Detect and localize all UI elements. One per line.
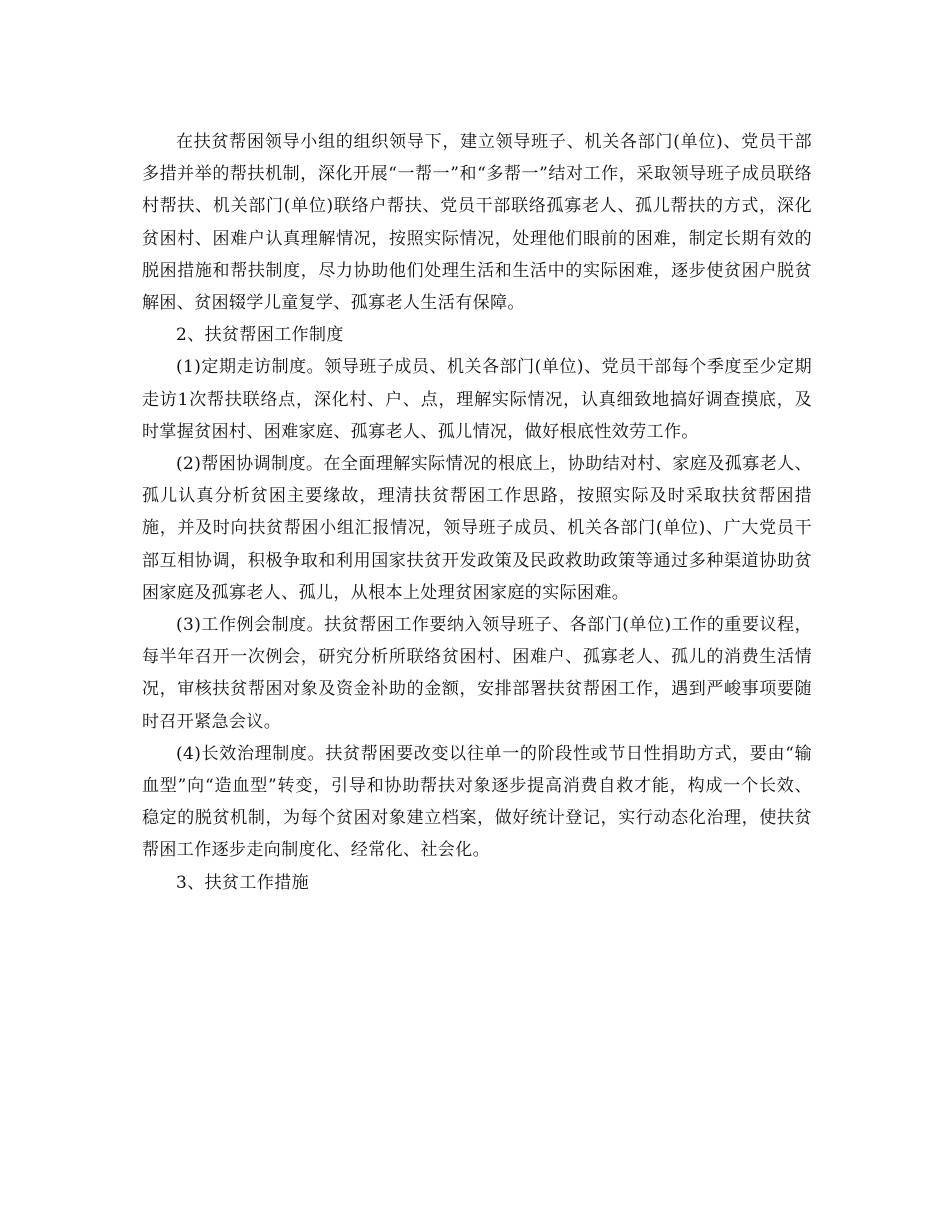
document-body: [142, 126, 812, 899]
paragraph-meeting-system: (3)工作例会制度。扶贫帮困工作要纳入领导班子、各部门(单位)工作的重要议程，每半年召开一次例会，研究分析所联络贫困村、困难户、孤寡老人、孤儿的消费生活情况，审核扶贫帮困对象及资金补助的金额，安排部署扶贫帮困工作，遇到严峻事项要随时召开紧急会议。: [142, 615, 812, 732]
section-heading-3: 3、扶贫工作措施: [176, 872, 310, 893]
paragraph-long-term-system: (4)长效治理制度。扶贫帮困要改变以往单一的阶段性或节日性捐助方式，要由“输血型”向“造血型”转变，引导和协助帮扶对象逐步提高消费自救才能，构成一个长效、稳定的脱贫机制，为每个贫困对象建立档案，做好统计登记，实行动态化治理，使扶贫帮困工作逐步走向制度化、经常化、社会化。: [142, 743, 812, 861]
section-heading-2: 2、扶贫帮困工作制度: [176, 325, 344, 346]
paragraph-coordination-system: (2)帮困协调制度。在全面理解实际情况的根底上，协助结对村、家庭及孤寡老人、孤儿认真分析贫困主要缘故，理清扶贫帮困工作思路，按照实际及时采取扶贫帮困措施，并及时向扶贫帮困小组汇报情况，领导班子成员、机关各部门(单位)、广大党员干部互相协调，积极争取和利用国家扶贫开发政策及民政救助政策等通过多种渠道协助贫困家庭及孤寡老人、孤儿，从根本上处理贫困家庭的实际困难。: [142, 454, 812, 603]
paragraph-visit-system: (1)定期走访制度。领导班子成员、机关各部门(单位)、党员干部每个季度至少定期走访1次帮扶联络点，深化村、户、点，理解实际情况，认真细致地搞好调查摸底，及时掌握贫困村、困难家庭、孤寡老人、孤儿情况，做好根底性效劳工作。: [142, 357, 812, 442]
paragraph-mechanism: 在扶贫帮困领导小组的组织领导下，建立领导班子、机关各部门(单位)、党员干部多措并举的帮扶机制，深化开展“一帮一”和“多帮一”结对工作，采取领导班子成员联络村帮扶、机关部门(单位)联络户帮扶、党员干部联络孤寡老人、孤儿帮扶的方式，深化贫困村、困难户认真理解情况，按照实际情况，处理他们眼前的困难，制定长期有效的脱困措施和帮扶制度，尽力协助他们处理生活和生活中的实际困难，逐步使贫困户脱贫解困、贫困辍学儿童复学、孤寡老人生活有保障。: [142, 132, 812, 314]
